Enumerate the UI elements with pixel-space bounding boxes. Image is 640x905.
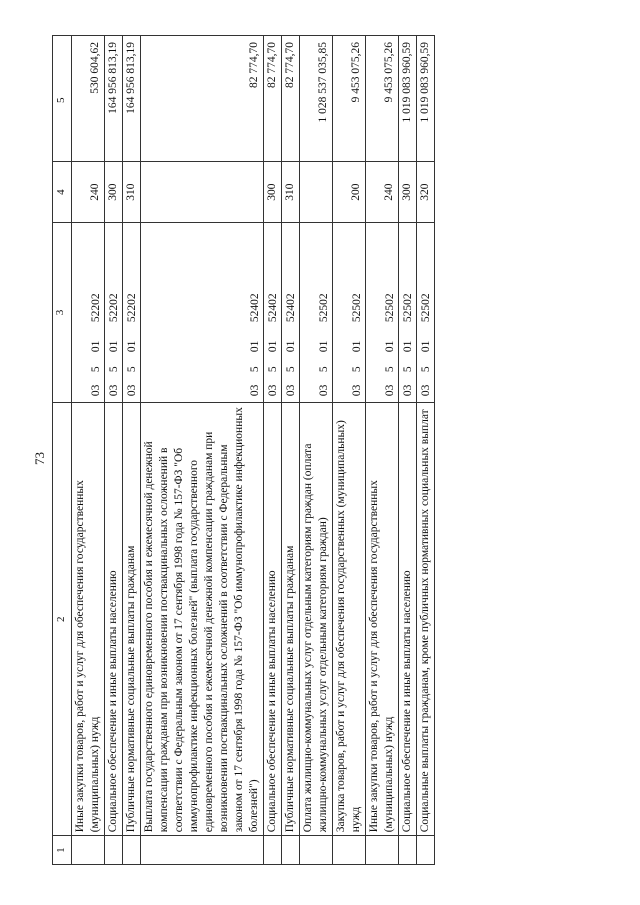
row-code xyxy=(399,222,417,402)
code-part-k3: 01 xyxy=(249,340,261,353)
code-part-k2: 5 xyxy=(108,366,120,373)
row-name: Оплата жилищно-коммунальных услуг отдельным категориям граждан (оплата жилищно-коммунальных услуг отдельным категориям граждан) xyxy=(300,403,333,836)
table-row xyxy=(72,36,105,865)
row-sum: 9 453 075,26 xyxy=(366,36,399,162)
code-part-k2: 5 xyxy=(267,366,279,373)
row-vr: 300 xyxy=(105,162,123,222)
code-part-k1: 03 xyxy=(384,384,396,397)
table-row xyxy=(123,36,141,865)
row-col-1 xyxy=(399,836,417,865)
code-part-k2: 5 xyxy=(318,366,330,373)
header-col-2: 2 xyxy=(53,403,72,836)
code-part-k1: 03 xyxy=(285,384,297,397)
row-code xyxy=(141,222,264,402)
row-name: Социальные выплаты гражданам, кроме публичных нормативных социальных выплат xyxy=(417,403,435,836)
row-name: Социальное обеспечение и иные выплаты населению xyxy=(264,403,282,836)
code-part-k3: 01 xyxy=(384,340,396,353)
row-name: Публичные нормативные социальные выплаты гражданам xyxy=(123,403,141,836)
code-part-k1: 03 xyxy=(318,384,330,397)
code-part-k3: 01 xyxy=(108,340,120,353)
row-code xyxy=(72,222,105,402)
row-code xyxy=(264,222,282,402)
row-col-1 xyxy=(264,836,282,865)
code-part-k4: 52202 xyxy=(108,293,120,323)
row-col-1 xyxy=(333,836,366,865)
row-sum: 9 453 075,26 xyxy=(333,36,366,162)
row-sum: 164 956 813,19 xyxy=(123,36,141,162)
table-row xyxy=(366,36,399,865)
budget-table xyxy=(52,35,435,865)
row-vr: 310 xyxy=(123,162,141,222)
header-col-4: 4 xyxy=(53,162,72,222)
row-sum: 1 019 083 960,59 xyxy=(399,36,417,162)
row-col-1 xyxy=(105,836,123,865)
code-part-k1: 03 xyxy=(249,384,261,397)
row-code xyxy=(282,222,300,402)
row-name: Публичные нормативные социальные выплаты гражданам xyxy=(282,403,300,836)
row-name: Иные закупки товаров, работ и услуг для обеспечения государственных (муниципальных) нужд xyxy=(72,403,105,836)
row-code xyxy=(123,222,141,402)
table-row xyxy=(333,36,366,865)
row-sum: 82 774,70 xyxy=(141,36,264,162)
code-part-k3: 01 xyxy=(351,340,363,353)
code-part-k4: 52402 xyxy=(285,293,297,323)
code-part-k3: 01 xyxy=(318,340,330,353)
code-part-k2: 5 xyxy=(402,366,414,373)
row-sum: 530 604,62 xyxy=(72,36,105,162)
row-name: Социальное обеспечение и иные выплаты населению xyxy=(105,403,123,836)
row-code xyxy=(300,222,333,402)
code-part-k2: 5 xyxy=(351,366,363,373)
code-part-k4: 52202 xyxy=(90,293,102,323)
code-part-k3: 01 xyxy=(285,340,297,353)
row-col-1 xyxy=(282,836,300,865)
table-row xyxy=(105,36,123,865)
row-sum: 1 019 083 960,59 xyxy=(417,36,435,162)
code-part-k4: 52502 xyxy=(402,293,414,323)
header-row xyxy=(53,36,72,865)
table-row xyxy=(264,36,282,865)
code-part-k1: 03 xyxy=(351,384,363,397)
code-part-k4: 52502 xyxy=(351,293,363,323)
row-vr: 310 xyxy=(282,162,300,222)
code-part-k1: 03 xyxy=(90,384,102,397)
row-sum: 164 956 813,19 xyxy=(105,36,123,162)
page-number: 73 xyxy=(32,452,47,465)
row-col-1 xyxy=(366,836,399,865)
row-sum: 1 028 537 035,85 xyxy=(300,36,333,162)
code-part-k2: 5 xyxy=(420,366,432,373)
code-part-k4: 52402 xyxy=(267,293,279,323)
row-code xyxy=(417,222,435,402)
row-col-1 xyxy=(300,836,333,865)
row-name: Социальное обеспечение и иные выплаты населению xyxy=(399,403,417,836)
code-part-k2: 5 xyxy=(126,366,138,373)
code-part-k3: 01 xyxy=(420,340,432,353)
code-part-k4: 52202 xyxy=(126,293,138,323)
code-part-k1: 03 xyxy=(108,384,120,397)
row-code xyxy=(333,222,366,402)
row-vr xyxy=(141,162,264,222)
code-part-k2: 5 xyxy=(384,366,396,373)
code-part-k2: 5 xyxy=(285,366,297,373)
row-vr: 200 xyxy=(333,162,366,222)
row-vr: 320 xyxy=(417,162,435,222)
row-col-1 xyxy=(72,836,105,865)
code-part-k1: 03 xyxy=(402,384,414,397)
header-col-5: 5 xyxy=(53,36,72,162)
row-vr: 240 xyxy=(72,162,105,222)
header-col-1: 1 xyxy=(53,836,72,865)
row-vr xyxy=(300,162,333,222)
table-row xyxy=(300,36,333,865)
header-col-3: 3 xyxy=(53,222,72,402)
code-part-k1: 03 xyxy=(267,384,279,397)
table-row xyxy=(141,36,264,865)
row-col-1 xyxy=(141,836,264,865)
code-part-k4: 52402 xyxy=(249,293,261,323)
row-code xyxy=(105,222,123,402)
row-sum: 82 774,70 xyxy=(264,36,282,162)
code-part-k2: 5 xyxy=(90,366,102,373)
table-row xyxy=(399,36,417,865)
row-vr: 240 xyxy=(366,162,399,222)
row-vr: 300 xyxy=(399,162,417,222)
row-sum: 82 774,70 xyxy=(282,36,300,162)
code-part-k4: 52502 xyxy=(420,293,432,323)
code-part-k3: 01 xyxy=(402,340,414,353)
code-part-k3: 01 xyxy=(267,340,279,353)
row-name: Иные закупки товаров, работ и услуг для обеспечения государственных (муниципальных) нужд xyxy=(366,403,399,836)
row-name: Выплата государственного единовременного пособия и ежемесячной денежной компенсации гражданам при возникновении поствакцинальных осложнений в соответствии с Федеральным законом от 17 сентября 1998 года № 157-ФЗ "Об иммунопрофилактике инфекционных болезней" (выплата государственного единовременного пособия и ежемесячной денежной компенсации гражданам при возникновении поствакцинальных осложнений в соответствии с Федеральным законом от 17 сентября 1998 года № 157-ФЗ "Об иммунопрофилактике инфекционных болезней") xyxy=(141,403,264,836)
row-col-1 xyxy=(417,836,435,865)
table-row xyxy=(282,36,300,865)
code-part-k3: 01 xyxy=(90,340,102,353)
row-vr: 300 xyxy=(264,162,282,222)
code-part-k4: 52502 xyxy=(318,293,330,323)
code-part-k3: 01 xyxy=(126,340,138,353)
code-part-k2: 5 xyxy=(249,366,261,373)
code-part-k1: 03 xyxy=(420,384,432,397)
row-name: Закупка товаров, работ и услуг для обеспечения государственных (муниципальных) нужд xyxy=(333,403,366,836)
code-part-k1: 03 xyxy=(126,384,138,397)
code-part-k4: 52502 xyxy=(384,293,396,323)
row-code xyxy=(366,222,399,402)
table-row xyxy=(417,36,435,865)
row-col-1 xyxy=(123,836,141,865)
